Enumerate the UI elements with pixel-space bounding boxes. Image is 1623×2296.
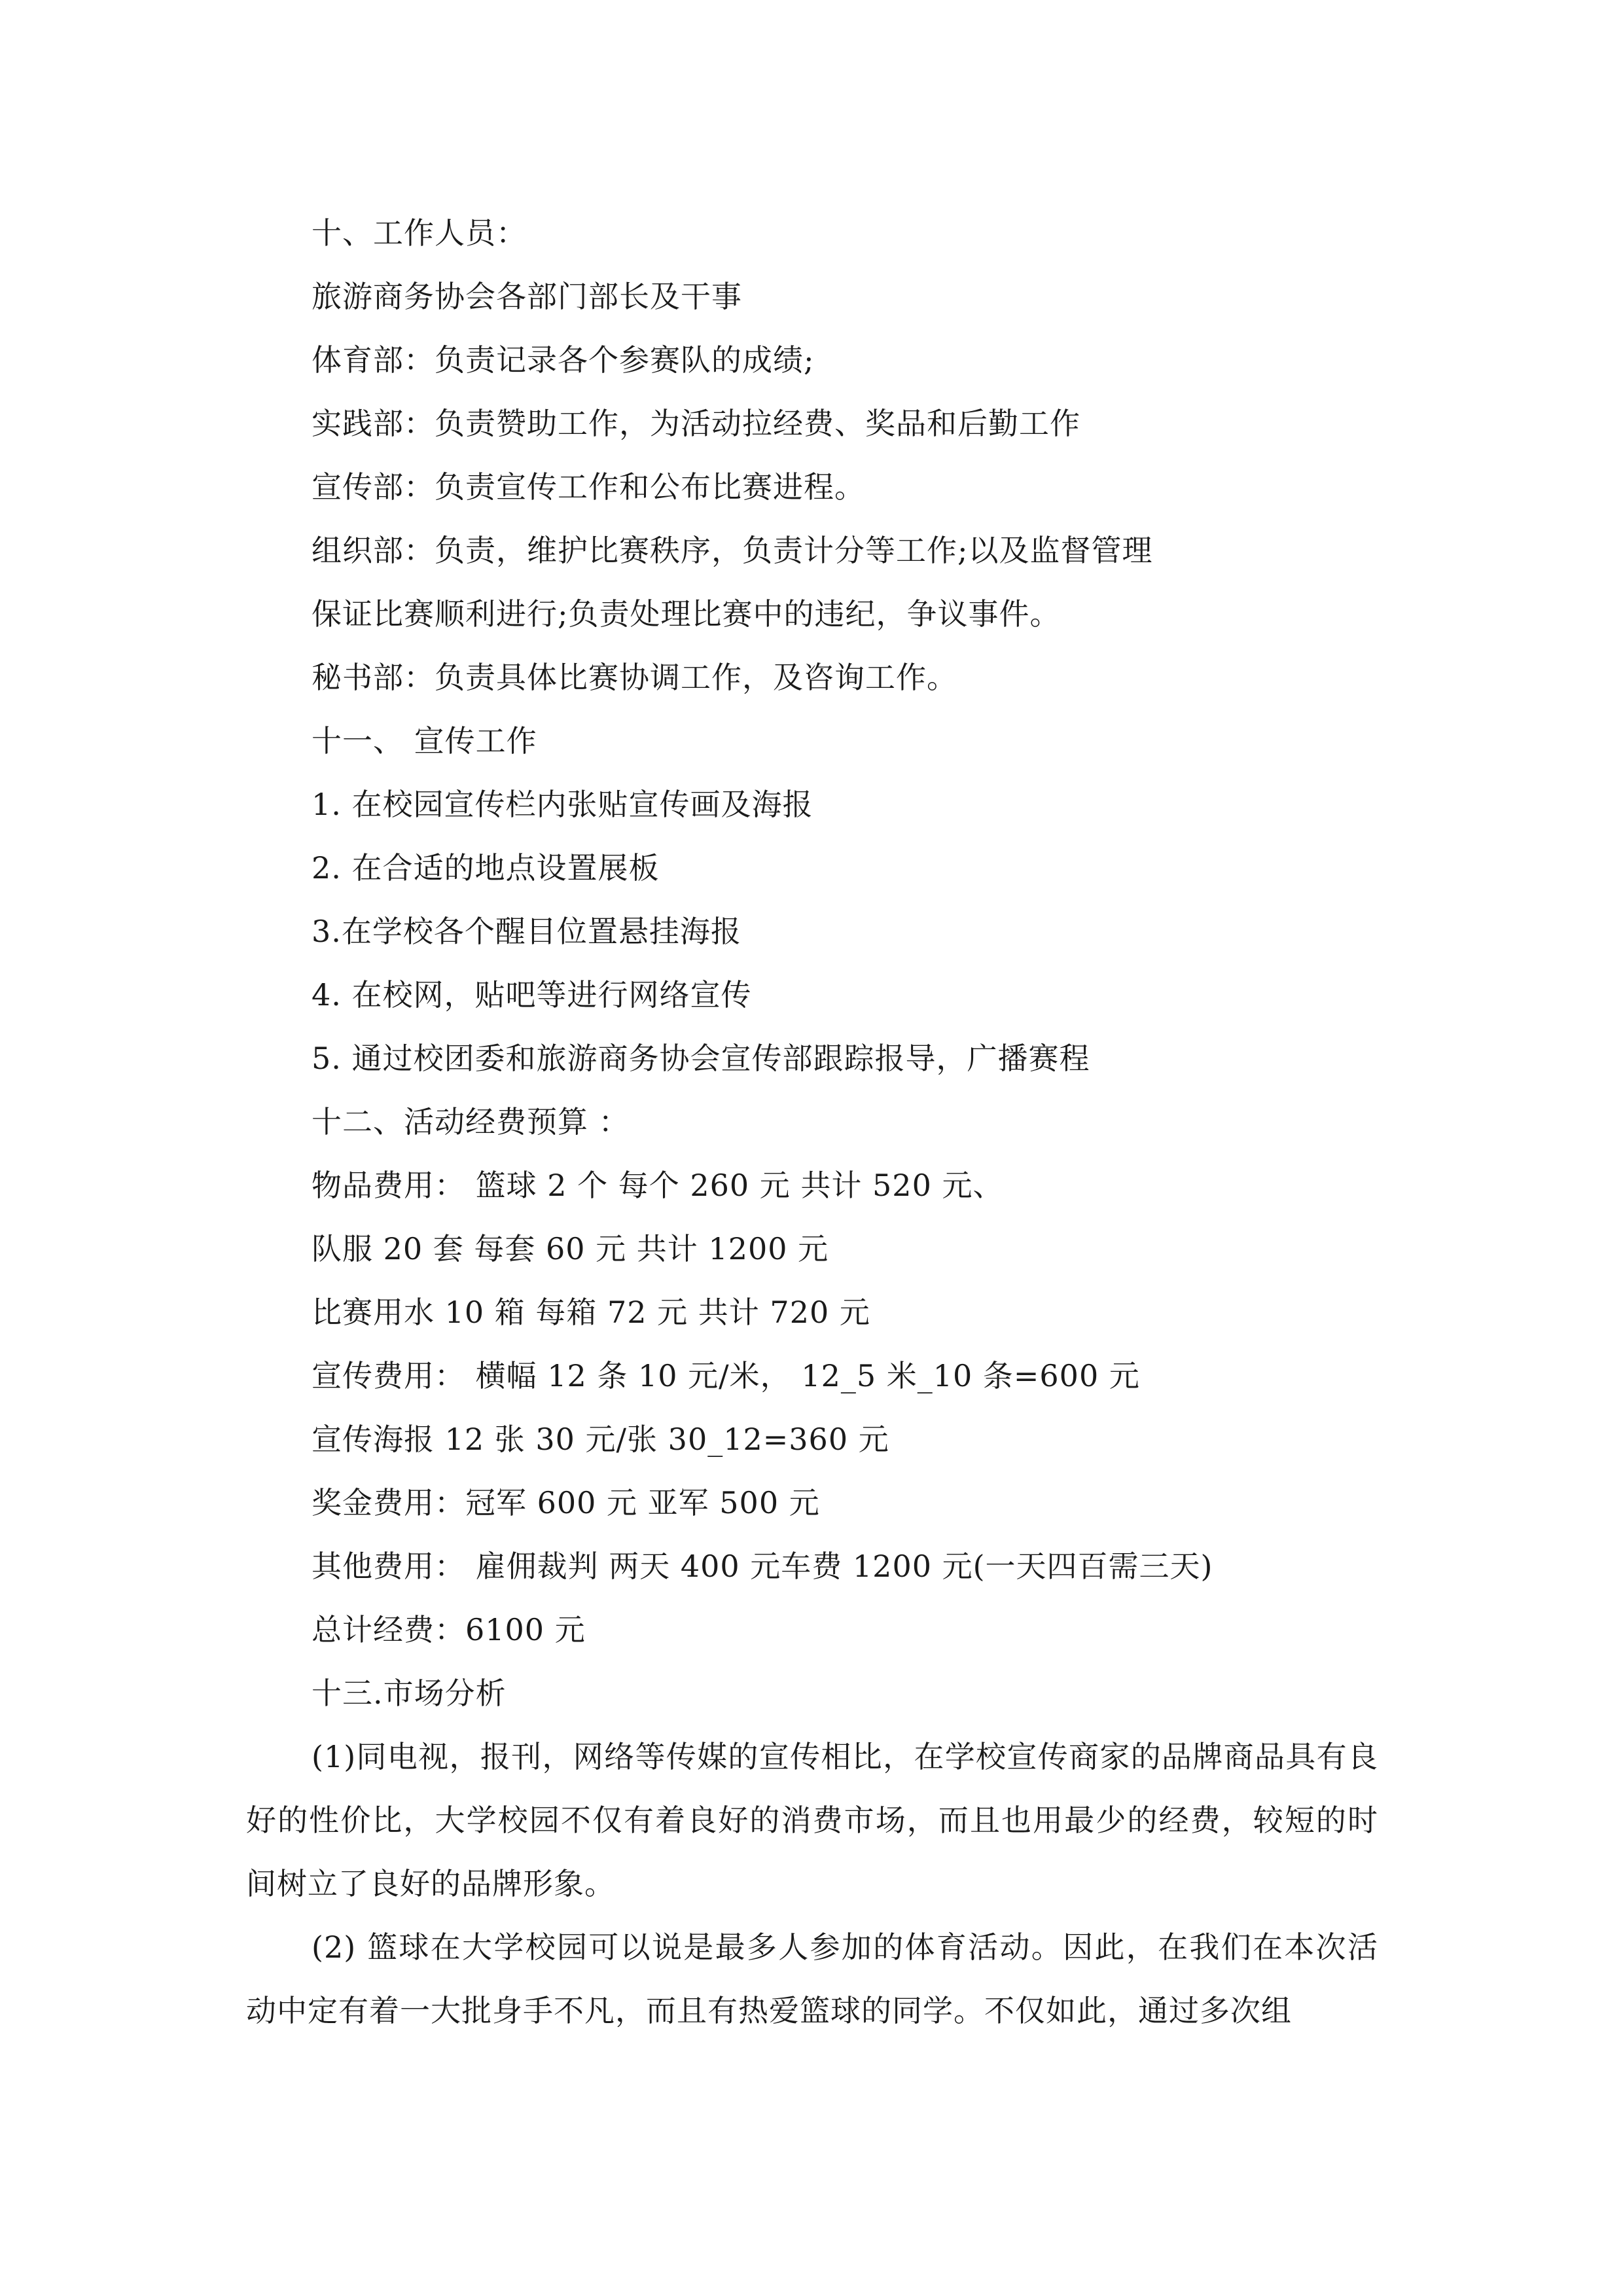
- budget-total: 总计经费：6100 元: [312, 1612, 586, 1647]
- text-line: 组织部：负责，维护比赛秩序，负责计分等工作;以及监督管理: [312, 533, 1153, 568]
- text-line: 体育部：负责记录各个参赛队的成绩;: [312, 342, 815, 378]
- text-line: 旅游商务协会各部门部长及干事: [312, 279, 742, 314]
- document-body: [246, 202, 1378, 2043]
- body-paragraph: (1)同电视，报刊，网络等传媒的宣传相比，在学校宣传商家的品牌商品具有良好的性价比，大学校园不仅有着良好的消费市场，而且也用最少的经费，较短的时间树立了良好的品牌形象。: [246, 1739, 1378, 1901]
- list-item: 5. 通过校团委和旅游商务协会宣传部跟踪报导，广播赛程: [312, 1041, 1090, 1076]
- text-line: 保证比赛顺利进行;负责处理比赛中的违纪，争议事件。: [312, 596, 1061, 632]
- list-item: 2. 在合适的地点设置展板: [312, 850, 660, 886]
- budget-line: 物品费用： 篮球 2 个 每个 260 元 共计 520 元、: [312, 1168, 1004, 1203]
- list-item: 3.在学校各个醒目位置悬挂海报: [312, 914, 741, 949]
- text-line: 实践部：负责赞助工作，为活动拉经费、奖品和后勤工作: [312, 406, 1080, 441]
- section-heading-market-analysis: 十三.市场分析: [312, 1676, 507, 1711]
- budget-line: 宣传费用： 横幅 12 条 10 元/米， 12_5 米_10 条=600 元: [312, 1358, 1140, 1393]
- section-heading-publicity: 十一、 宣传工作: [312, 723, 537, 759]
- budget-line: 比赛用水 10 箱 每箱 72 元 共计 720 元: [312, 1295, 870, 1330]
- text-line: 宣传部：负责宣传工作和公布比赛进程。: [312, 469, 865, 505]
- list-item: 1. 在校园宣传栏内张贴宣传画及海报: [312, 787, 813, 822]
- section-heading-staff: 十、工作人员：: [312, 215, 527, 251]
- text-line: 秘书部：负责具体比赛协调工作，及咨询工作。: [312, 660, 957, 695]
- list-item: 4. 在校网，贴吧等进行网络宣传: [312, 977, 752, 1013]
- budget-line: 其他费用： 雇佣裁判 两天 400 元车费 1200 元(一天四百需三天): [312, 1549, 1213, 1584]
- body-paragraph: (2) 篮球在大学校园可以说是最多人参加的体育活动。因此，在我们在本次活动中定有着一大批身手不凡，而且有热爱篮球的同学。不仅如此，通过多次组: [246, 1929, 1378, 2028]
- budget-line: 队服 20 套 每套 60 元 共计 1200 元: [312, 1231, 829, 1266]
- section-heading-budget: 十二、活动经费预算 ：: [312, 1104, 630, 1139]
- budget-line: 奖金费用：冠军 600 元 亚军 500 元: [312, 1485, 820, 1520]
- budget-line: 宣传海报 12 张 30 元/张 30_12=360 元: [312, 1422, 889, 1457]
